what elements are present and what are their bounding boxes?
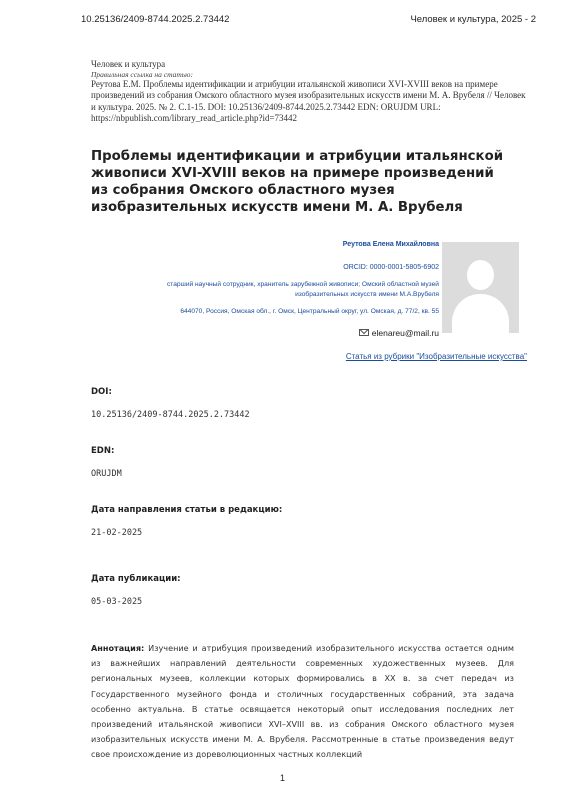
submitted-date-value: 21-02-2025: [91, 528, 143, 538]
citation-block: [91, 59, 531, 124]
doi-value: 10.25136/2409-8744.2025.2.73442: [91, 410, 250, 420]
author-orcid[interactable]: ORCID: 0000-0001-5805-6902: [343, 264, 439, 271]
header-doi: 10.25136/2409-8744.2025.2.73442: [81, 14, 230, 25]
edn-value: ORUJDM: [91, 469, 122, 479]
citation-text: Реутова Е.М. Проблемы идентификации и атрибуции итальянской живописи XVI-XVIII веков на примере произведений из собрания Омского областного музея изобразительных искусств имени М. А. Врубеля // Человек и культура. 2025. № 2. С.1-15. DOI: 10.25136/2409-8744.2025.2.73442 EDN: ORUJDM URL: https://nbpublish.com/library_read_article.php?id=73442: [91, 79, 526, 123]
author-name[interactable]: Реутова Елена Михайловна: [342, 241, 439, 248]
abstract: [91, 641, 514, 763]
avatar-placeholder-icon: [442, 242, 519, 333]
doi-label: DOI:: [91, 387, 112, 397]
envelope-icon: [359, 329, 369, 336]
article-title: Проблемы идентификации и атрибуции итальянской живописи XVI-XVIII веков на примере произведений из собрания Омского областного музея изобразительных искусств имени М. А. Врубеля: [91, 149, 504, 215]
edn-label: EDN:: [91, 446, 115, 456]
rubric-link[interactable]: Статья из рубрики "Изобразительные искусства": [345, 352, 527, 361]
submitted-date-label: Дата направления статьи в редакцию:: [91, 505, 283, 515]
header-journal-issue: Человек и культура, 2025 - 2: [410, 14, 536, 25]
abstract-label: Аннотация:: [91, 643, 145, 653]
abstract-text: Изучение и атрибуция произведений изобразительного искусства остается одним из важнейших направлений деятельности современных художественных музеев. Для региональных музеев, коллекции которых формировались в ХХ в. за счет передач из Государственного музейного фонда и столичных государственных собраний, эта задача особенно актуальна. В статье освящается некоторый опыт исследования последних лет произведений итальянской живописи XVI–XVIII вв. из собрания Омского областного музея изобразительных искусств имени М. А. Врубеля. Рассмотренные в статье произведения ведут свое происхождение из дореволюционных частных коллекций: [91, 643, 514, 760]
page-number: 1: [279, 773, 285, 783]
citation-label: Правильная ссылка на статью:: [91, 70, 193, 80]
author-email-text[interactable]: elenareu@mail.ru: [371, 327, 439, 338]
author-position: старший научный сотрудник, хранитель зарубежной живописи; Омский областной музей изобразительных искусств имени М.А.Врубеля: [166, 281, 439, 298]
author-info: [139, 241, 439, 338]
journal-name: Человек и культура: [91, 59, 166, 69]
published-date-label: Дата публикации:: [91, 574, 181, 584]
author-email[interactable]: [139, 328, 439, 338]
published-date-value: 05-03-2025: [91, 597, 143, 607]
author-address: 644070, Россия, Омская обл., г. Омск, Центральный округ, ул. Омская, д. 77/2, кв. 55: [180, 308, 439, 315]
